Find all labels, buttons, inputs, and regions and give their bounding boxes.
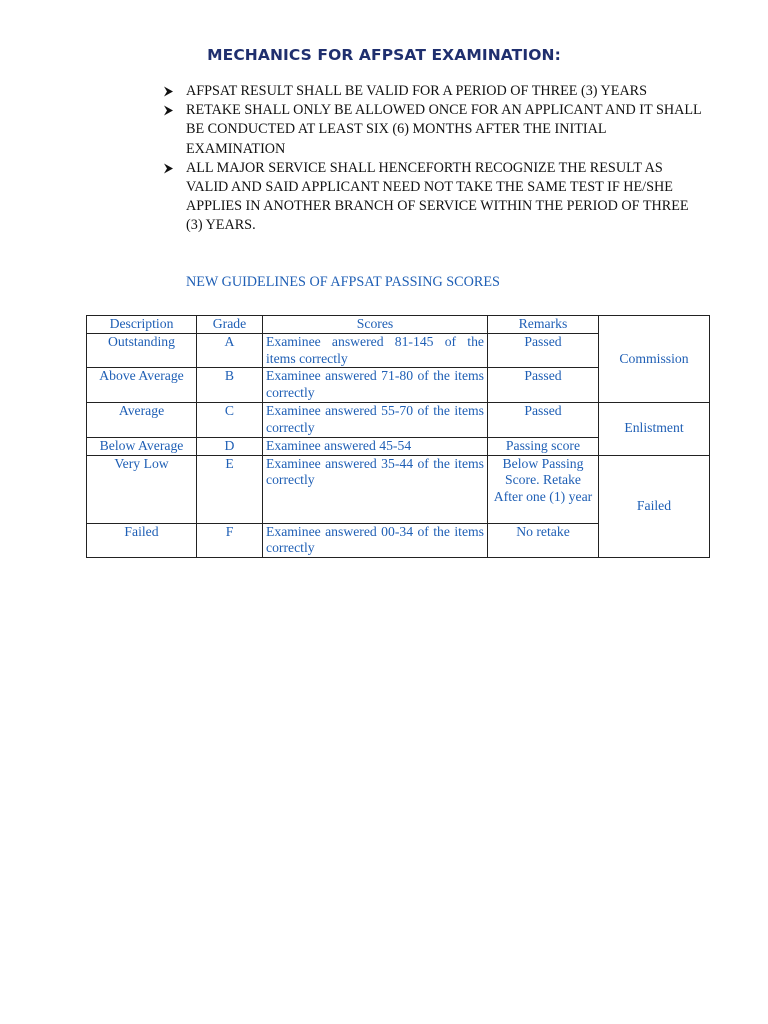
list-item [163,159,703,236]
table-row [87,455,710,523]
rule-text: ALL MAJOR SERVICE SHALL HENCEFORTH RECOGNIZE THE RESULT AS VALID AND SAID APPLICANT NEED NOT TAKE THE SAME TEST IF HE/SHE APPLIES IN ANOTHER BRANCH OF SERVICE WITHIN THE PERIOD OF THREE (3) YEARS. [186,159,689,234]
cell-grade: A [197,333,263,368]
cell-remarks: Passed [488,402,599,437]
cell-grade: F [197,523,263,558]
page-title: MECHANICS FOR AFPSAT EXAMINATION: [207,46,561,64]
header-remarks: Remarks [488,316,599,334]
cell-description: Above Average [87,368,197,403]
arrow-bullet-icon [163,82,175,101]
cell-description: Average [87,402,197,437]
list-item [163,101,703,159]
rule-text: RETAKE SHALL ONLY BE ALLOWED ONCE FOR AN APPLICANT AND IT SHALL BE CONDUCTED AT LEAST SIX (6) MONTHS AFTER THE INITIAL EXAMINATION [186,102,702,157]
category-commission: Commission [599,316,710,403]
cell-description: Below Average [87,437,197,455]
cell-remarks: Below Passing Score. Retake After one (1) year [488,455,599,523]
cell-scores: Examinee answered 00-34 of the items correctly [263,523,488,558]
cell-grade: E [197,455,263,523]
cell-grade: D [197,437,263,455]
cell-description: Very Low [87,455,197,523]
passing-scores-table [86,315,710,558]
cell-grade: C [197,402,263,437]
table-caption: NEW GUIDELINES OF AFPSAT PASSING SCORES [186,274,500,290]
cell-scores: Examinee answered 71-80 of the items correctly [263,368,488,403]
header-scores: Scores [263,316,488,334]
cell-scores: Examinee answered 55-70 of the items correctly [263,402,488,437]
cell-description: Outstanding [87,333,197,368]
category-enlistment: Enlistment [599,402,710,455]
cell-remarks: Passed [488,333,599,368]
category-failed: Failed [599,455,710,558]
table-row [87,402,710,437]
rule-text: AFPSAT RESULT SHALL BE VALID FOR A PERIOD OF THREE (3) YEARS [186,83,648,99]
cell-scores: Examinee answered 35-44 of the items correctly [263,455,488,523]
header-description: Description [87,316,197,334]
cell-remarks: Passed [488,368,599,403]
arrow-bullet-icon [163,101,175,120]
table-header-row [87,316,710,334]
cell-remarks: Passing score [488,437,599,455]
cell-remarks: No retake [488,523,599,558]
arrow-bullet-icon [163,159,175,178]
cell-description: Failed [87,523,197,558]
cell-scores: Examinee answered 81-145 of the items correctly [263,333,488,368]
rules-list [163,82,703,236]
cell-grade: B [197,368,263,403]
cell-scores: Examinee answered 45-54 [263,437,488,455]
header-grade: Grade [197,316,263,334]
list-item [163,82,703,101]
